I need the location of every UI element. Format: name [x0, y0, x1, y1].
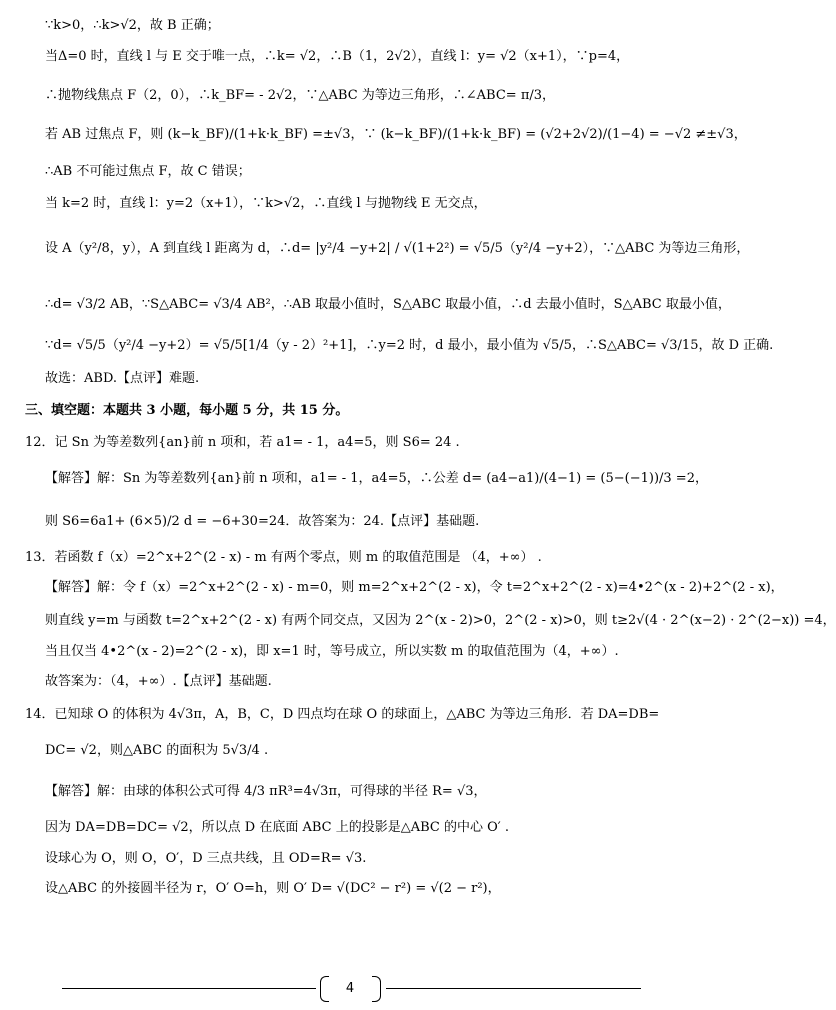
solution-12-line-2: 则 S6=6a1+ (6×5)/2 d = −6+30=24．故答案为：24.【点评】基础题.	[45, 514, 480, 529]
text-line-1: ∵k>0，∴k>√2，故 B 正确；	[45, 18, 220, 33]
text-line-4: 若 AB 过焦点 F，则 (k−k_BF)/(1+k·k_BF) =±√3，∵ (k−k_BF)/(1+k·k_BF) = (√2+2√2)/(1−4) = −√2 ≠±√3，	[45, 127, 747, 142]
solution-13-line-4: 故答案为：（4，+∞）.【点评】基础题.	[45, 674, 272, 689]
question-14-line-2: DC= √2，则△ABC 的面积为 5√3/4 .	[45, 743, 269, 758]
page-number: 4	[345, 981, 355, 996]
text-line-2: 当Δ=0 时，直线 l 与 E 交于唯一点，∴k= √2，∴B（1，2√2），直线 l：y= √2（x+1），∵p=4，	[45, 49, 630, 64]
text-line-6: 当 k=2 时，直线 l：y=2（x+1），∵k>√2，∴直线 l 与抛物线 E 无交点，	[45, 196, 487, 211]
text-line-8: ∴d= √3/2 AB，∵S△ABC= √3/4 AB²，∴AB 取最小值时，S△ABC 取最小值，∴d 去最小值时，S△ABC 取最小值，	[45, 297, 731, 312]
text-line-5: ∴AB 不可能过焦点 F，故 C 错误；	[45, 164, 251, 179]
solution-13-line-1: 【解答】解：令 f（x）=2^x+2^(2 - x) - m=0，则 m=2^x+2^(2 - x)，令 t=2^x+2^(2 - x)=4•2^(x - 2)+2^(2 - x)，	[45, 580, 784, 595]
question-12: 12．记 Sn 为等差数列{an}前 n 项和，若 a1= - 1，a4=5，则 S6= 24 .	[25, 435, 460, 450]
text-line-3: ∴抛物线焦点 F（2，0），∴k_BF= - 2√2，∵△ABC 为等边三角形，∴∠ABC= π/3，	[45, 88, 556, 103]
question-13: 13．若函数 f（x）=2^x+2^(2 - x) - m 有两个零点，则 m 的取值范围是 （4，+∞） .	[25, 550, 542, 565]
solution-13-line-2: 则直线 y=m 与函数 t=2^x+2^(2 - x) 有两个同交点，又因为 2^(x - 2)>0，2^(2 - x)>0，则 t≥2√(4 · 2^(x−2) · 2^(2−x)) =4，	[45, 613, 836, 628]
text-line-7: 设 A（y²/8，y），A 到直线 l 距离为 d，∴d= |y²/4 −y+2| / √(1+2²) = √5/5（y²/4 −y+2），∵△ABC 为等边三角形，	[45, 241, 750, 256]
footer-rule-right	[386, 988, 641, 989]
solution-14-line-2: 因为 DA=DB=DC= √2，所以点 D 在底面 ABC 上的投影是△ABC 的中心 O′ .	[45, 820, 510, 835]
solution-14-line-3: 设球心为 O，则 O，O′，D 三点共线，且 OD=R= √3.	[45, 851, 367, 866]
question-14-line-1: 14．已知球 O 的体积为 4√3π，A，B，C，D 四点均在球 O 的球面上，△ABC 为等边三角形．若 DA=DB=	[25, 707, 660, 722]
solution-12-line-1: 【解答】解：Sn 为等差数列{an}前 n 项和，a1= - 1，a4=5，∴公差 d= (a4−a1)/(4−1) = (5−(−1))/3 =2，	[45, 471, 708, 486]
solution-14-line-4: 设△ABC 的外接圆半径为 r，O′ O=h，则 O′ D= √(DC² − r²) = √(2 − r²)，	[45, 881, 501, 896]
solution-14-line-1: 【解答】解：由球的体积公式可得 4/3 πR³=4√3π，可得球的半径 R= √3，	[45, 784, 487, 799]
footer-rule-left	[62, 988, 316, 989]
text-line-9: ∵d= √5/5（y²/4 −y+2）= √5/5[1/4（y - 2）²+1]，∴y=2 时，d 最小，最小值为 √5/5，∴S△ABC= √3/15，故 D 正确.	[45, 338, 774, 353]
solution-13-line-3: 当且仅当 4•2^(x - 2)=2^(2 - x)，即 x=1 时，等号成立，所以实数 m 的取值范围为（4，+∞）.	[45, 644, 619, 659]
section-heading: 三、填空题：本题共 3 小题，每小题 5 分，共 15 分。	[25, 403, 349, 418]
text-line-10: 故选：ABD.【点评】难题.	[45, 371, 200, 386]
